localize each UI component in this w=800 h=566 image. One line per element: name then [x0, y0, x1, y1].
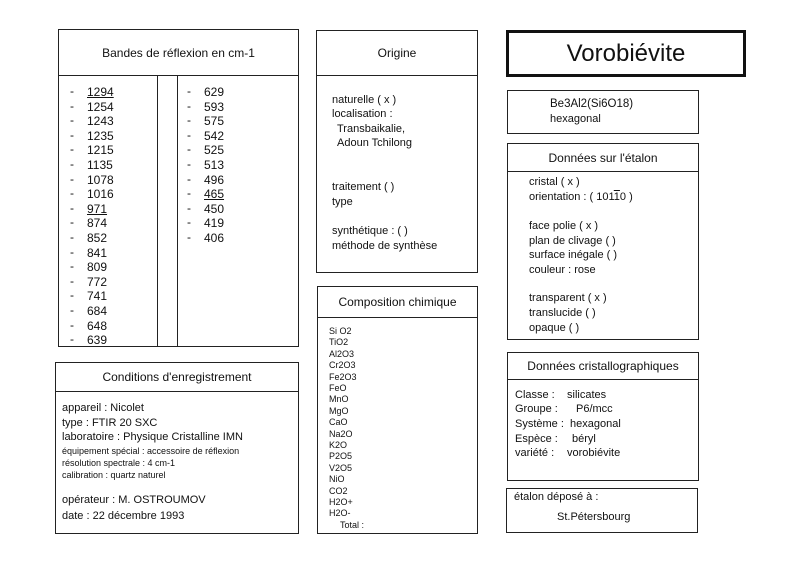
etalon-line-3: plan de clivage ( ) — [529, 235, 616, 247]
band-col1-value: 1078 — [87, 172, 114, 187]
depot-label: étalon déposé à : — [514, 491, 599, 503]
band-col1-dash: - — [70, 317, 74, 332]
etalon-panel — [507, 143, 699, 340]
band-col1-value: 852 — [87, 231, 108, 245]
origine-line-1: localisation : — [332, 108, 393, 120]
system-line: hexagonal — [550, 113, 601, 125]
band-col2-dash: - — [187, 215, 191, 230]
band-col2-dash: - — [187, 186, 191, 201]
bands-divider-1 — [157, 76, 158, 346]
band-col2-dash: - — [187, 127, 191, 142]
conditions-line-1: type : FTIR 20 SXC — [62, 417, 158, 429]
band-col2-value: 465 — [204, 187, 225, 202]
composition-item: NiO — [329, 474, 345, 485]
origine-panel — [316, 30, 478, 273]
conditions-title: Conditions d'enregistrement — [56, 363, 298, 392]
etalon-line-4: surface inégale ( ) — [529, 249, 618, 261]
bands-divider-2 — [177, 76, 178, 346]
composition-item: TiO2 — [329, 337, 349, 348]
band-col1-dash: - — [70, 303, 74, 317]
cristallo-label-2: Système : — [515, 418, 564, 430]
origine-title: Origine — [317, 31, 477, 76]
band-col1-value: 648 — [87, 318, 108, 333]
composition-item: MnO — [329, 394, 349, 405]
band-col1-dash: - — [70, 98, 74, 113]
composition-item: Si O2 — [329, 326, 352, 336]
band-col1-dash: - — [70, 157, 74, 171]
conditions-small-1: résolution spectrale : 4 cm-1 — [62, 458, 176, 468]
band-col1-dash: - — [70, 230, 74, 244]
band-col1-dash: - — [70, 142, 74, 157]
etalon-line-0: cristal ( x ) — [529, 176, 580, 188]
date-line: date : 22 décembre 1993 — [62, 510, 185, 522]
band-col1-value: 1215 — [87, 143, 114, 158]
origine-line-0: naturelle ( x ) — [332, 94, 397, 106]
band-col1-value: 1243 — [87, 114, 114, 129]
band-col1-dash: - — [70, 171, 74, 186]
band-col2-dash: - — [187, 98, 191, 113]
composition-item: MgO — [329, 405, 349, 416]
mineral-name-box — [506, 30, 746, 77]
band-col1-dash: - — [70, 244, 74, 259]
band-col1-dash: - — [70, 332, 74, 347]
etalon-line-2: face polie ( x ) — [529, 220, 599, 232]
composition-item: Total : — [340, 519, 365, 530]
band-col1-dash: - — [70, 127, 74, 142]
formula-line: Be3Al2(Si6O18) — [550, 98, 634, 110]
band-col2-dash: - — [187, 230, 191, 244]
band-col2-value: 575 — [204, 114, 225, 129]
band-col1-value: 639 — [87, 333, 108, 348]
origine-line-7: méthode de synthèse — [332, 240, 438, 252]
cristallo-label-0: Classe : — [515, 389, 555, 401]
etalon-line-7: translucide ( ) — [529, 307, 596, 319]
conditions-line-2: laboratoire : Physique Cristalline IMN — [62, 431, 243, 443]
origine-line-2: Transbaikalie, — [337, 123, 406, 135]
mineral-name: Vorobiévite — [566, 40, 686, 67]
band-col1-value: 1016 — [87, 187, 114, 202]
band-col2-value: 513 — [204, 158, 225, 172]
cristallo-title: Données cristallographiques — [508, 353, 698, 380]
band-col2-value: 525 — [204, 143, 225, 158]
composition-item: Na2O — [329, 428, 353, 439]
band-col1-dash: - — [70, 84, 74, 98]
cristallo-value-0: silicates — [567, 389, 607, 401]
composition-item: H2O+ — [329, 497, 353, 507]
origine-line-6: synthétique : ( ) — [332, 225, 408, 237]
band-col1-dash: - — [70, 215, 74, 230]
band-col1-value: 772 — [87, 274, 108, 289]
band-col1-value: 684 — [87, 304, 108, 318]
cristallo-label-1: Groupe : — [515, 403, 558, 415]
band-col1-value: 809 — [87, 260, 108, 275]
composition-item: Al2O3 — [329, 348, 355, 359]
conditions-line-0: appareil : Nicolet — [62, 402, 144, 414]
etalon-line-1: orientation : ( 10110 ) — [529, 191, 633, 203]
etalon-title: Données sur l'étalon — [508, 144, 698, 172]
band-col1-dash: - — [70, 200, 74, 215]
composition-item: K2O — [329, 440, 348, 450]
cristallo-panel — [507, 352, 699, 481]
band-col1-value: 971 — [87, 201, 108, 216]
bands-panel — [58, 29, 299, 347]
depot-box — [506, 488, 698, 533]
cristallo-value-3: béryl — [572, 433, 596, 445]
composition-panel — [317, 286, 478, 534]
band-col2-value: 593 — [204, 99, 225, 114]
band-col2-dash: - — [187, 142, 191, 157]
composition-item: FeO — [329, 383, 347, 393]
composition-item: Fe2O3 — [329, 371, 357, 382]
composition-item: H2O- — [329, 508, 351, 519]
cristallo-value-1: P6/mcc — [576, 403, 613, 415]
band-col1-value: 841 — [87, 245, 108, 260]
composition-item: Cr2O3 — [329, 360, 356, 371]
conditions-small-0: équipement spécial : accessoire de réflexion — [62, 446, 240, 456]
band-col2-dash: - — [187, 171, 191, 186]
band-col2-dash: - — [187, 157, 191, 171]
cristallo-value-2: hexagonal — [570, 418, 621, 430]
band-col1-value: 741 — [87, 289, 108, 304]
formula-box — [507, 90, 699, 134]
band-col2-value: 450 — [204, 201, 225, 216]
bands-title: Bandes de réflexion en cm-1 — [59, 30, 298, 76]
etalon-line-6: transparent ( x ) — [529, 292, 607, 304]
band-col1-value: 1254 — [87, 99, 114, 114]
band-col1-value: 1294 — [87, 85, 114, 99]
cristallo-label-4: variété : — [515, 447, 555, 459]
band-col1-value: 1135 — [87, 158, 113, 172]
band-col2-dash: - — [187, 113, 191, 128]
band-col2-dash: - — [187, 200, 191, 215]
band-col1-dash: - — [70, 113, 74, 128]
band-col2-dash: - — [187, 84, 191, 98]
band-col1-value: 874 — [87, 216, 108, 231]
band-col2-value: 419 — [204, 216, 225, 231]
band-col2-value: 542 — [204, 128, 225, 143]
composition-title: Composition chimique — [318, 287, 477, 318]
etalon-line-5: couleur : rose — [529, 264, 596, 276]
cristallo-value-4: vorobiévite — [567, 447, 621, 459]
etalon-line-8: opaque ( ) — [529, 322, 580, 334]
band-col1-dash: - — [70, 259, 74, 274]
band-col1-dash: - — [70, 288, 74, 303]
origine-line-4: traitement ( ) — [332, 181, 395, 193]
band-col2-value: 629 — [204, 85, 225, 99]
band-col2-value: 496 — [204, 172, 225, 187]
composition-item: CO2 — [329, 485, 348, 496]
band-col1-dash: - — [70, 273, 74, 288]
composition-item: V2O5 — [329, 462, 353, 473]
composition-item: CaO — [329, 417, 348, 428]
band-col2-value: 406 — [204, 231, 225, 245]
band-col1-dash: - — [70, 186, 74, 201]
origine-line-3: Adoun Tchilong — [337, 137, 413, 149]
conditions-panel — [55, 362, 299, 534]
operator-line: opérateur : M. OSTROUMOV — [62, 494, 206, 506]
band-col1-value: 1235 — [87, 128, 114, 143]
conditions-small-2: calibration : quartz naturel — [62, 470, 166, 480]
depot-place: St.Pétersbourg — [557, 511, 631, 523]
origine-line-5: type — [332, 196, 353, 208]
cristallo-label-3: Espèce : — [515, 433, 558, 445]
composition-item: P2O5 — [329, 451, 353, 462]
